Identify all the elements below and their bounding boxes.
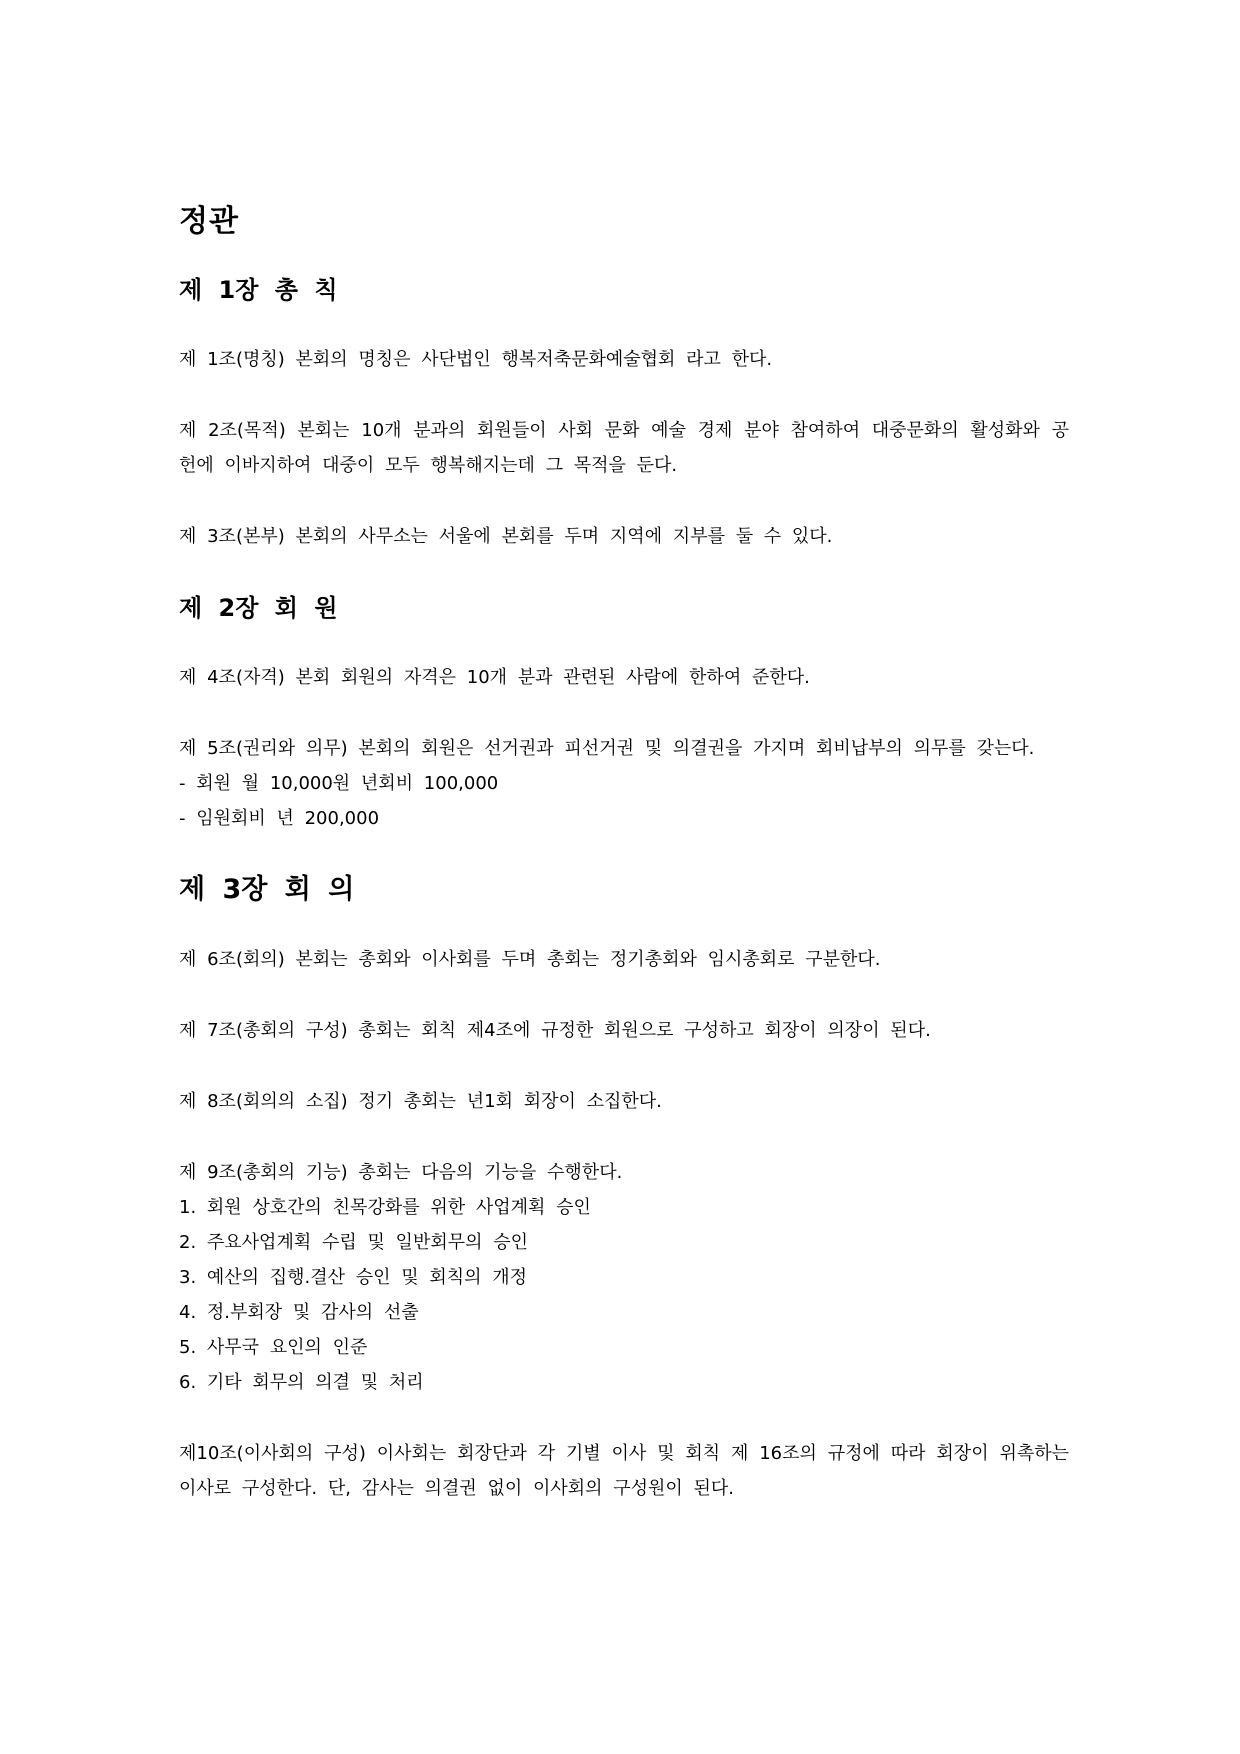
article-2: 제 2조(목적) 본회는 10개 분과의 회원들이 사회 문화 예술 경제 분야 참여하여 대중문화의 활성화와 공헌에 이바지하여 대중이 모두 행복해지는데 그 목적을 둔다. bbox=[179, 420, 1069, 476]
article-10: 제10조(이사회의 구성) 이사회는 회장단과 각 기별 이사 및 회칙 제 16조의 규정에 따라 회장이 위촉하는 이사로 구성한다. 단, 감사는 의결권 없이 이사회의 구성원이 된다. bbox=[179, 1443, 1069, 1499]
chapter-2-heading: 제 2장 회 원 bbox=[179, 594, 338, 622]
fee-line-member: - 회원 월 10,000원 년회비 100,000 bbox=[179, 773, 499, 794]
chapter-1-heading: 제 1장 총 칙 bbox=[179, 276, 338, 304]
article-9-block bbox=[179, 1155, 1069, 1400]
document-page bbox=[179, 200, 1069, 1542]
article-3: 제 3조(본부) 본회의 사무소는 서울에 본회를 두며 지역에 지부를 둘 수 있다. bbox=[179, 526, 833, 547]
chapter-3-heading: 제 3장 회 의 bbox=[179, 874, 355, 905]
list-item: 6. 기타 회무의 의결 및 처리 bbox=[179, 1372, 424, 1393]
fee-line-officer: - 임원회비 년 200,000 bbox=[179, 808, 380, 829]
list-item: 2. 주요사업계획 수립 및 일반회무의 승인 bbox=[179, 1232, 528, 1253]
article-5: 제 5조(권리와 의무) 본회의 회원은 선거권과 피선거권 및 의결권을 가지며 회비납부의 의무를 갖는다. bbox=[179, 738, 1035, 759]
list-item: 5. 사무국 요인의 인준 bbox=[179, 1337, 368, 1358]
list-item: 1. 회원 상호간의 친목강화를 위한 사업계획 승인 bbox=[179, 1197, 591, 1218]
article-5-block bbox=[179, 731, 1069, 836]
article-4: 제 4조(자격) 본회 회원의 자격은 10개 분과 관련된 사람에 한하여 준한다. bbox=[179, 667, 810, 688]
document-title: 정관 bbox=[179, 204, 239, 239]
list-item: 4. 정.부회장 및 감사의 선출 bbox=[179, 1302, 419, 1323]
article-1: 제 1조(명칭) 본회의 명칭은 사단법인 행복저축문화예술협회 라고 한다. bbox=[179, 349, 773, 370]
article-9: 제 9조(총회의 기능) 총회는 다음의 기능을 수행한다. bbox=[179, 1162, 623, 1183]
article-8: 제 8조(회의의 소집) 정기 총회는 년1회 회장이 소집한다. bbox=[179, 1091, 662, 1112]
list-item: 3. 예산의 집행.결산 승인 및 회칙의 개정 bbox=[179, 1267, 528, 1288]
article-6: 제 6조(회의) 본회는 총회와 이사회를 두며 총회는 정기총회와 임시총회로 구분한다. bbox=[179, 949, 881, 970]
article-7: 제 7조(총회의 구성) 총회는 회칙 제4조에 규정한 회원으로 구성하고 회장이 의장이 된다. bbox=[179, 1020, 931, 1041]
